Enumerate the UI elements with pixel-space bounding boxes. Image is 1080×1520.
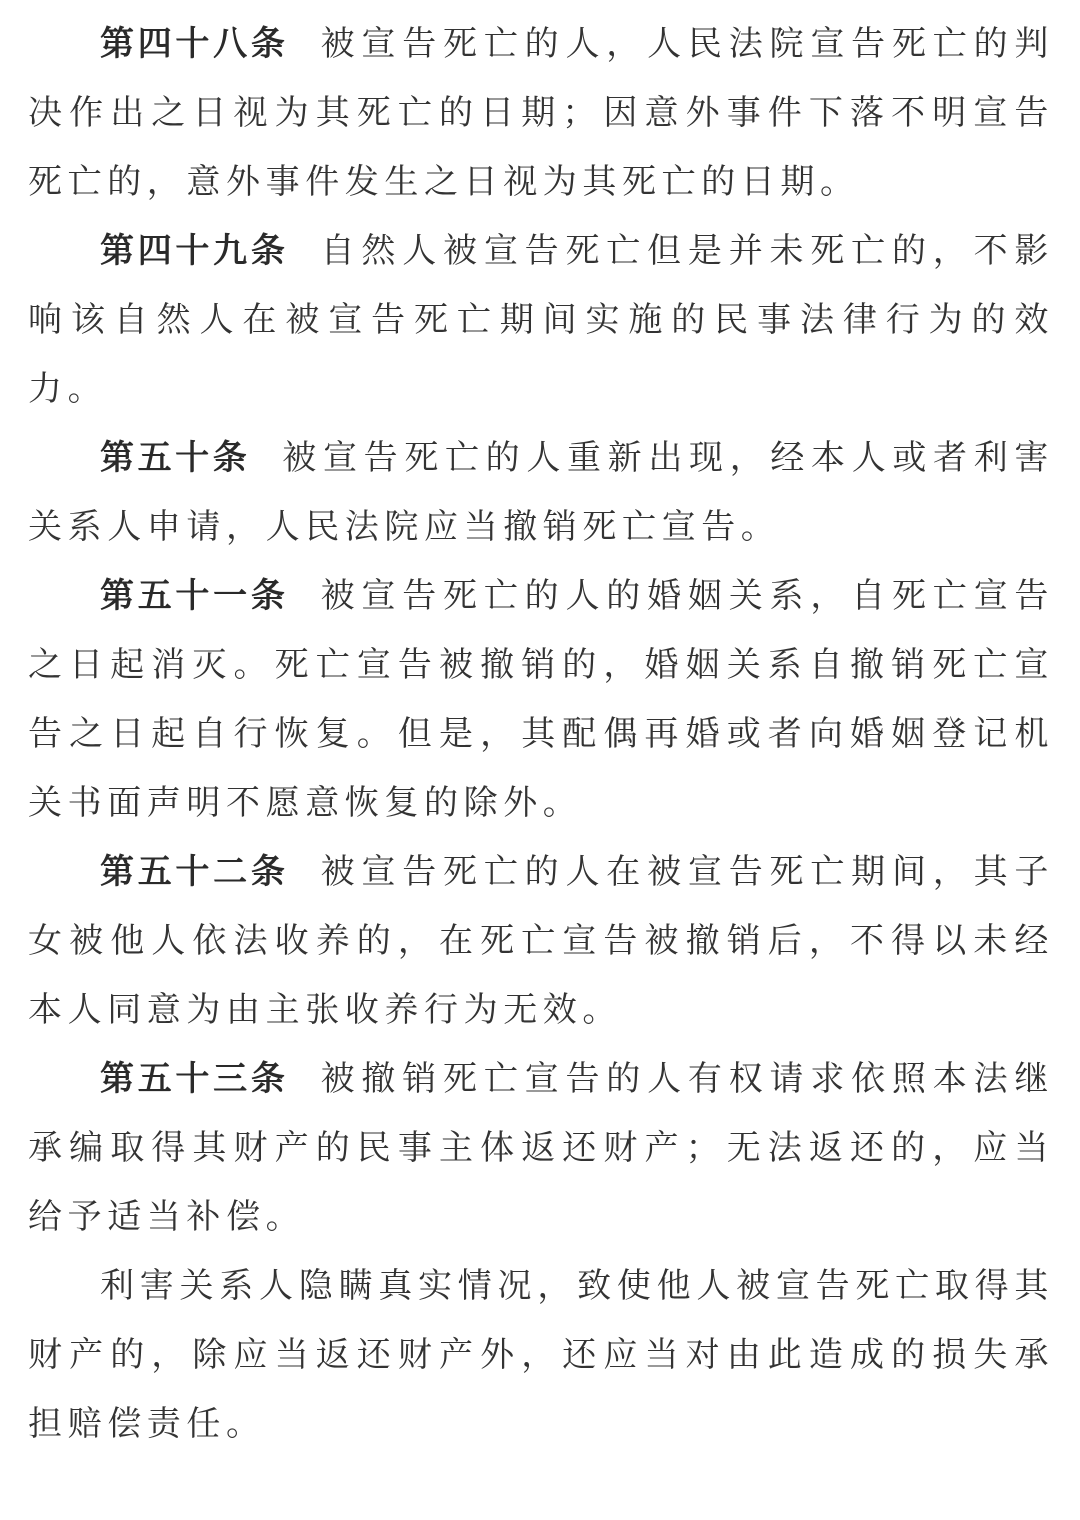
article-number: 第五十三条 xyxy=(100,1059,289,1099)
article-text: 被撤销死亡宣告的人有权请求依照本法继承编取得其财产的民事主体返还财产；无法返还的，应当给予适当补偿。 xyxy=(28,1059,1054,1237)
article-51 xyxy=(28,562,1054,838)
article-number: 第四十八条 xyxy=(100,24,289,64)
article-49 xyxy=(28,217,1054,424)
article-number: 第五十条 xyxy=(100,438,251,478)
article-52 xyxy=(28,838,1054,1045)
document-page xyxy=(28,10,1054,1459)
article-number: 第四十九条 xyxy=(100,231,289,271)
article-text: 被宣告死亡的人，人民法院宣告死亡的判决作出之日视为其死亡的日期；因意外事件下落不明宣告死亡的，意外事件发生之日视为其死亡的日期。 xyxy=(28,24,1054,202)
article-53-paragraph-2: 利害关系人隐瞒真实情况，致使他人被宣告死亡取得其财产的，除应当返还财产外，还应当对由此造成的损失承担赔偿责任。 xyxy=(28,1266,1054,1444)
article-48 xyxy=(28,10,1054,217)
article-number: 第五十二条 xyxy=(100,852,289,892)
article-text: 被宣告死亡的人在被宣告死亡期间，其子女被他人依法收养的，在死亡宣告被撤销后，不得以未经本人同意为由主张收养行为无效。 xyxy=(28,852,1054,1030)
article-number: 第五十一条 xyxy=(100,576,289,616)
article-text: 被宣告死亡的人重新出现，经本人或者利害关系人申请，人民法院应当撤销死亡宣告。 xyxy=(28,438,1054,547)
article-50 xyxy=(28,424,1054,562)
article-text: 自然人被宣告死亡但是并未死亡的，不影响该自然人在被宣告死亡期间实施的民事法律行为的效力。 xyxy=(28,231,1054,409)
article-53 xyxy=(28,1045,1054,1252)
article-text: 被宣告死亡的人的婚姻关系，自死亡宣告之日起消灭。死亡宣告被撤销的，婚姻关系自撤销死亡宣告之日起自行恢复。但是，其配偶再婚或者向婚姻登记机关书面声明不愿意恢复的除外。 xyxy=(28,576,1054,823)
